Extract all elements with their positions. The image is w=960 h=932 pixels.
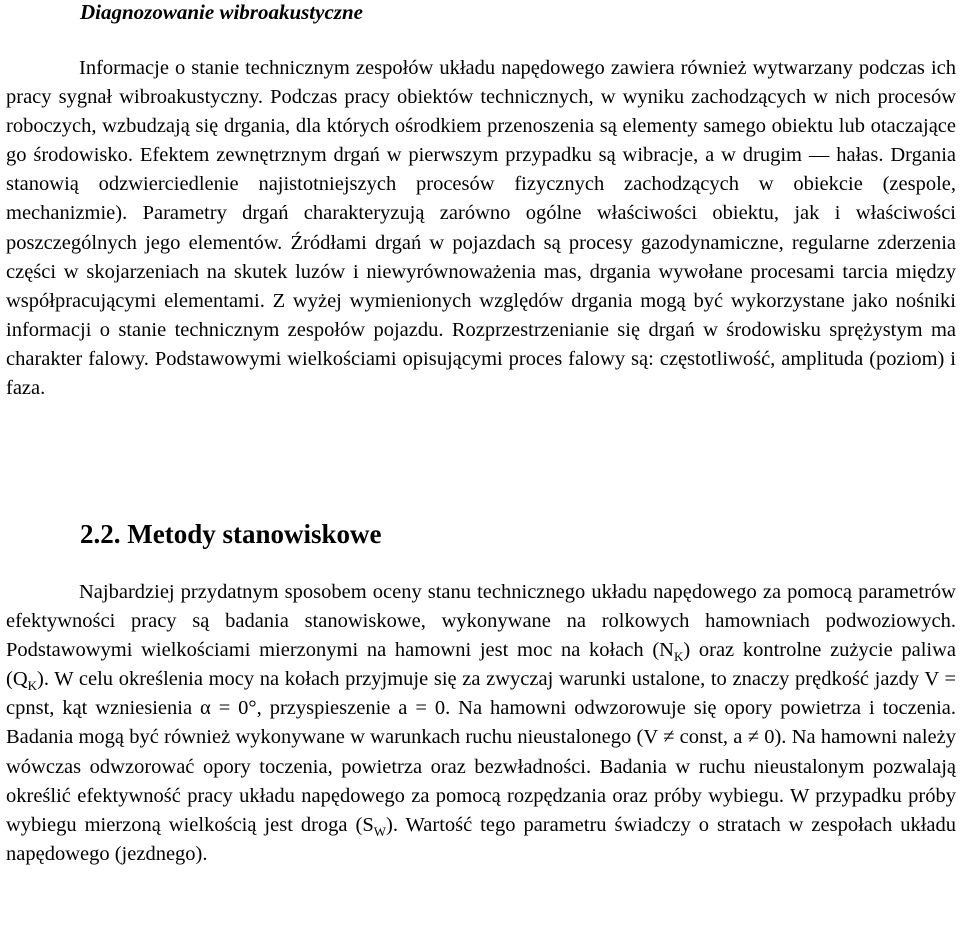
- subscript-k: K: [673, 649, 684, 665]
- paragraph-text-part2: ) oraz kontrolne zużycie paliwa (Q: [6, 639, 956, 691]
- paragraph-text-part4: ). Wartość tego parametru świadczy o stratach w zespołach układu napędowego (jezdnego).: [6, 813, 957, 865]
- subsection-label: Diagnozowanie wibroakustyczne: [80, 0, 363, 24]
- paragraph-vibroacoustic: [6, 54, 956, 403]
- subscript-w: W: [373, 823, 387, 839]
- paragraph-text-part1: Najbardziej przydatnym sposobem oceny stanu technicznego układu napędowego za pomocą parametrów efektywności pracy są badania stanowiskowe, wykonywane na rolkowych hamowniach podwoziowych. Podstawowymi wielkościami mierzonymi na hamowni jest moc na kołach (N: [6, 581, 956, 662]
- paragraph-text: Informacje o stanie technicznym zespołów układu napędowego zawiera również wytwarzany podczas ich pracy sygnał wibroakustyczny. Podczas pracy obiektów technicznych, w wyniku zachodzących w nich procesów roboczych, wzbudzają się drgania, dla których ośrodkiem przenoszenia są elementy samego obiektu lub otaczające go środowisko. Efektem zewnętrznym drgań w pierwszym przypadku są wibracje, a w drugim — hałas. Drgania stanowią odzwierciedlenie najistotniejszych procesów fizycznych zachodzących w obiekcie (zespole, mechanizmie). Parametry drgań charakteryzują zarówno ogólne właściwości obiektu, jak i właściwości poszczególnych jego elementów. Źródłami drgań w pojazdach są procesy gazodynamiczne, regularne zderzenia części w skojarzeniach na skutek luzów i niewyrównoważenia mas, drgania wywołane procesami tarcia między współpracującymi elementami. Z wyżej wymienionych względów drgania mogą być wykorzystane jako nośniki informacji o stanie technicznym zespołów pojazdu. Rozprzestrzenianie się drgań w środowisku sprężystym ma charakter falowy. Podstawowymi wielkościami opisującymi proces falowy są: częstotliwość, amplituda (poziom) i faza.: [6, 57, 956, 400]
- section-heading: 2.2. Metody stanowiskowe: [80, 519, 382, 549]
- paragraph-text-part3: ). W celu określenia mocy na kołach przyjmuje się za zwyczaj warunki ustalone, to znaczy prędkość jazdy V = cpnst, kąt wzniesienia α = 0°, przyspieszenie a = 0. Na hamowni odwzorowuje się opory powietrza i toczenia. Badania mogą być również wykonywane w warunkach ruchu nieustalonego (V ≠ const, a ≠ 0). Na hamowni należy wówczas odwzorować opory toczenia, powietrza oraz bezwładności. Badania w ruchu nieustalonym pozwalają określić efektywność pracy układu napędowego za pomocą rozpędzania oraz próby wybiegu. W przypadku próby wybiegu mierzoną wielkością jest droga (S: [6, 668, 956, 836]
- paragraph-bench-methods: [6, 578, 956, 869]
- subscript-k: K: [27, 678, 38, 694]
